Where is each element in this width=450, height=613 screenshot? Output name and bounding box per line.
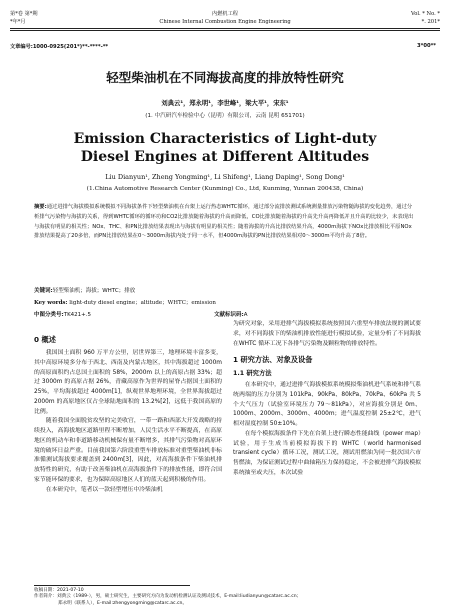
paragraph-5: 在每个模拟海拔条件下先在台架上进行瞬态性能曲线（power map）试验，用于生成当前模拟海拔下的 WHTC（world harmonised transient cycle）循环工况，测试工况，测试用燃油为同一批次国六市售燃油，为保证测试过程中曲轴箱压力保持稳定，不会被进排气海拔模拟系统抽至或夫压，本次试验: [233, 430, 421, 476]
footnote-corresponding: 郑永明（联系人），E-mail:zhengyongming@catarc.ac.cn。: [58, 600, 188, 606]
header-rule-2: [10, 30, 440, 31]
header-date: *年*月: [10, 19, 26, 25]
abstract-label: 摘要:: [34, 204, 47, 210]
header-vol-en: Vol. * No. *: [410, 11, 440, 17]
clc-label: 中图分类号:: [34, 312, 64, 318]
right-column: [233, 320, 421, 479]
header-journal-en: Chinese Internal Combustion Engine Engineering: [159, 19, 291, 25]
footnote-rule: [34, 585, 190, 586]
doc-label: 文献标识码:: [214, 312, 244, 318]
section-1-1-heading: 1.1 研究方法: [233, 370, 272, 378]
title-chinese: 轻型柴油机在不同海拔高度的排放特性研究: [106, 70, 344, 85]
affiliation-english: (1.China Automotive Research Center (Kunming) Co., Ltd, Kunming, Yunnan 200438, China): [86, 186, 364, 192]
abstract-text: 通过进排气海拔模拟系统模拟不同海拔条件下轻型柴油机在台架上运行热态WHTC循环，通过部分流排放测试系统测量排放污染物随海拔的变化趋势，通过分析排气污染物与海拔的关系，得到WHTC循环的循环功和CO2比排放随着海拔的升高而降低，CO比排放随着海拔的升高先升高再降低并且升高的比较少，未表现出与海拔有明显的相关性；NOx、THC、和PN比排放结果表现出与海拔有明显的相关性；随着海拔的升高比排放结果升高，4000m海拔下NOx比排放相比平原NOx排放结果提高了20多倍，而PN比排放结果在0～3000m海拔内处于同一水平，但4000m海拔的PN比排放结果相对0～3000m平均升高了8倍。: [34, 204, 414, 240]
section-1-heading: 1 研究方法、对象及设备: [233, 355, 313, 365]
affiliation-chinese: (1. 中汽研汽车检验中心（昆明）有限公司，云南 昆明 651701): [145, 113, 305, 119]
header-date-en: *. 201*: [421, 19, 440, 25]
title-english: Emission Characteristics of Light-duty Diesel Engines at Different Altitudes: [73, 131, 377, 165]
paragraph-cont: 为研究对象，采用进排气海拔模拟系统按照国六重型车排放法规的测试要求，对不同海拔下的柴油机排放性能进行模拟试验，定量分析了不同海拔在WHTC 循环工况下各排气污染物及颗粒物的排放特性。: [233, 321, 421, 347]
section-0-heading: 0 概述: [34, 335, 56, 344]
left-column: [34, 331, 222, 495]
doc-code: [214, 311, 247, 319]
keywords-en: [34, 299, 414, 307]
keywords-cn: [34, 287, 414, 295]
header-volume: 第*卷 第*期: [10, 11, 38, 17]
clc-value: TK421+.5: [63, 312, 92, 318]
doc-value: A: [243, 312, 248, 318]
footnote-author: 作者简介：刘典云（1989-），男，硕士研究生，主要研究方向为发动机检测认证及测试技术，E-mail:liudianyun@catarc.ac.cn；: [34, 594, 302, 600]
classification: [34, 311, 414, 319]
keywords-en-label: Key words:: [34, 300, 68, 306]
article-number: 文章编号:1000-0925(201*)**-****-**: [10, 44, 109, 50]
keywords-en-text: light-duty diesel engine；altitude；WHTC；emission: [69, 300, 216, 306]
footnote-received: 收稿日期：2021-07-10: [34, 588, 84, 593]
keywords-cn-text: 轻型柴油机；海拔；WHTC；排放: [52, 288, 136, 294]
keywords-cn-label: 关键词:: [34, 288, 53, 294]
authors-english: Liu Dianyun¹, Zheng Yongming¹, Li Shifeng¹, Liang Daping¹, Song Dong¹: [105, 173, 345, 181]
article-code: 3*00**: [417, 43, 436, 49]
paragraph-3: 在本研究中，笔者以一款轻型增压中冷柴油机: [45, 486, 163, 493]
authors-chinese: 刘典云¹，郑永明¹，李世峰¹，梁大平¹，宋东¹: [161, 100, 289, 107]
header-journal-cn: 内燃机工程: [212, 11, 238, 17]
paragraph-1: 我国国土面积 960 万平方公里，居世界第三，地理环境丰富多变，其中高原环境多分布于西北、西南及内蒙古地区，其中海拔超过 1000m 的高原面积约占总国土面积的 58%，2000m 以上的高原占据 33%；超过 3000m 的高原占据 26%，青藏高原作为世界的屋脊占据国土面积的 25%，平均海拔超过 4000m[1]，纵观世界地理环境，全世界海拔超过 2000m 的高原地区仅占全球陆地面积的 13.2%[2]，远低于我国高原的比例。: [34, 350, 222, 415]
footnote: [34, 588, 414, 607]
abstract: [34, 203, 414, 242]
paragraph-4: 在本研究中，通过进排气海拔模拟系统模拟柴油机进气系统和排气系统两端的压力分别为 101kPa、90kPa、80kPa、70kPa、60kPa 共 5 个大气压力（试验室环境压力 79～81kPa），对应海拔分别是 0m、1000m、2000m、3000m、4000m；进气温度控制 25±2℃，进气相对湿度控制 50±10%。: [233, 382, 421, 427]
paragraph-2: 随着我国全面脱贫攻坚的完美收官，一带一路和西部大开发战略的持续投入，高海拔地区道路里程不断增加，人民生活水平不断提高，在高原地区的机动车和非道路移动机械保有量不断增多，其排气污染物对高原环境的破坏日益严重。目前我国第六阶段重型车排放标准对重型柴油机非标准循测试海拔要求覆盖到 2400m[3]，因此，对高海拔条件下柴油机排放特性的研究，有助于改善柴油机在高海拔条件下的排放性能，即符合国家节能环保的要求，也为保障高原地区人们的蓝天起到积极的作用。: [34, 418, 222, 483]
